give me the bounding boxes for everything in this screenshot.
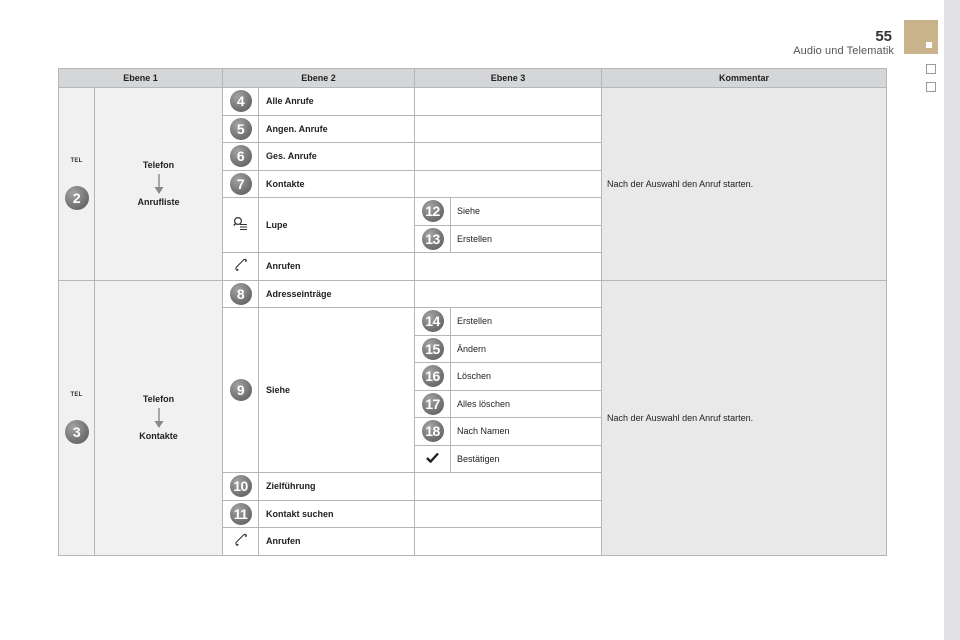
level1-label: Telefon <box>142 393 175 404</box>
arrow-down-icon <box>153 407 165 429</box>
column-header: Ebene 2 <box>223 69 415 88</box>
badge-cell <box>415 335 451 363</box>
step-badge: 8 <box>230 283 252 305</box>
badge-cell <box>415 198 451 226</box>
badge-cell <box>415 225 451 253</box>
badge-cell <box>223 308 259 473</box>
level3-label: Nach Namen <box>451 418 602 446</box>
step-badge: 6 <box>230 145 252 167</box>
checkmark-icon <box>426 452 439 463</box>
step-badge: 7 <box>230 173 252 195</box>
level1-label: Telefon <box>142 159 175 170</box>
step-badge: 18 <box>422 420 444 442</box>
badge-cell <box>223 280 259 308</box>
level3-label: Erstellen <box>451 308 602 336</box>
badge-cell <box>415 418 451 446</box>
page-edge-strip <box>944 0 960 640</box>
table-row <box>59 88 887 116</box>
badge-cell <box>223 143 259 171</box>
comment-cell: Nach der Auswahl den Anruf starten. <box>602 280 887 555</box>
step-badge: 12 <box>422 200 444 222</box>
badge-cell <box>223 500 259 528</box>
level2-label: Lupe <box>259 198 415 253</box>
tab-dot <box>926 42 932 48</box>
empty-cell <box>415 280 602 308</box>
level1-icon-cell <box>59 88 95 281</box>
step-badge: 16 <box>422 365 444 387</box>
magnifier-list-icon <box>233 216 249 232</box>
table-header-row <box>59 69 887 88</box>
empty-cell <box>415 143 602 171</box>
page-number: 55 <box>875 28 892 45</box>
level2-label: Anrufen <box>259 528 415 556</box>
tel-icon: TEL <box>70 157 83 164</box>
level2-label: Angen. Anrufe <box>259 115 415 143</box>
level1-sublabel: Kontakte <box>139 430 178 441</box>
step-badge: 3 <box>65 420 89 444</box>
section-tab-box <box>926 82 936 92</box>
column-header: Ebene 1 <box>59 69 223 88</box>
badge-cell <box>223 473 259 501</box>
level2-label: Siehe <box>259 308 415 473</box>
level2-label: Alle Anrufe <box>259 88 415 116</box>
step-badge: 4 <box>230 90 252 112</box>
level1-sublabel: Anrufliste <box>137 196 180 207</box>
step-badge: 17 <box>422 393 444 415</box>
icon-cell <box>223 253 259 281</box>
empty-cell <box>415 115 602 143</box>
column-header: Ebene 3 <box>415 69 602 88</box>
step-badge: 2 <box>65 186 89 210</box>
level2-label: Kontakt suchen <box>259 500 415 528</box>
badge-cell <box>223 88 259 116</box>
step-badge: 13 <box>422 228 444 250</box>
level3-label: Bestätigen <box>451 445 602 473</box>
level1-icon-cell <box>59 280 95 555</box>
level2-label: Anrufen <box>259 253 415 281</box>
empty-cell <box>415 170 602 198</box>
level2-label: Kontakte <box>259 170 415 198</box>
step-badge: 14 <box>422 310 444 332</box>
badge-cell <box>415 308 451 336</box>
section-title: Audio und Telematik <box>793 45 894 57</box>
handset-icon <box>234 258 248 272</box>
icon-cell <box>223 528 259 556</box>
empty-cell <box>415 253 602 281</box>
column-header: Kommentar <box>602 69 887 88</box>
badge-cell <box>223 115 259 143</box>
table-row <box>59 280 887 308</box>
section-tab-marker <box>904 20 938 54</box>
empty-cell <box>415 88 602 116</box>
arrow-down-icon <box>153 173 165 195</box>
empty-cell <box>415 500 602 528</box>
level3-label: Ändern <box>451 335 602 363</box>
menu-table <box>58 68 887 556</box>
step-badge: 9 <box>230 379 252 401</box>
badge-cell <box>415 390 451 418</box>
badge-cell <box>223 170 259 198</box>
icon-cell <box>415 445 451 473</box>
level3-label: Löschen <box>451 363 602 391</box>
handset-icon <box>234 533 248 547</box>
level3-label: Alles löschen <box>451 390 602 418</box>
tel-icon: TEL <box>70 391 83 398</box>
step-badge: 5 <box>230 118 252 140</box>
level2-label: Zielführung <box>259 473 415 501</box>
comment-cell: Nach der Auswahl den Anruf starten. <box>602 88 887 281</box>
level3-label: Siehe <box>451 198 602 226</box>
empty-cell <box>415 473 602 501</box>
level1-label-cell <box>95 280 223 555</box>
level3-label: Erstellen <box>451 225 602 253</box>
icon-cell <box>223 198 259 253</box>
step-badge: 11 <box>230 503 252 525</box>
level2-label: Ges. Anrufe <box>259 143 415 171</box>
section-tab-box <box>926 64 936 74</box>
badge-cell <box>415 363 451 391</box>
step-badge: 15 <box>422 338 444 360</box>
step-badge: 10 <box>230 475 252 497</box>
level2-label: Adresseinträge <box>259 280 415 308</box>
level1-label-cell <box>95 88 223 281</box>
empty-cell <box>415 528 602 556</box>
